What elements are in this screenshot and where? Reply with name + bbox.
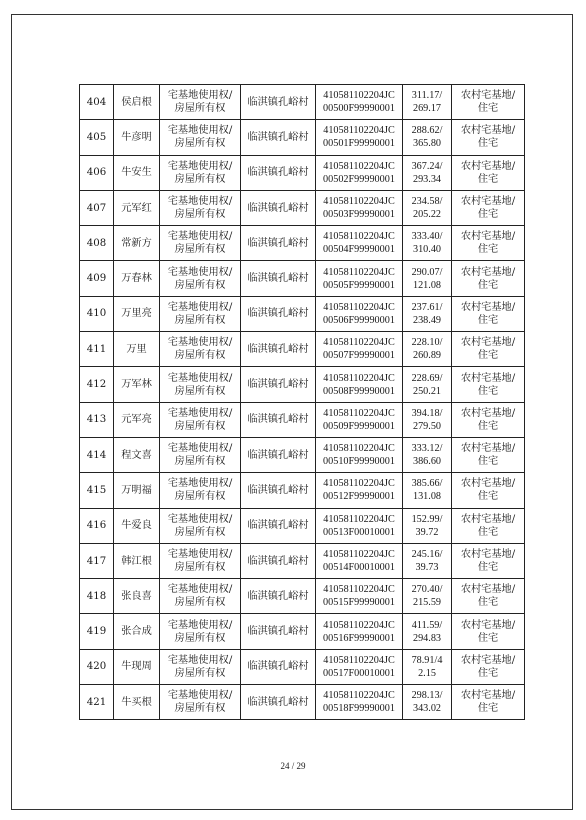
- location-cell: 临淇镇孔峪村: [241, 508, 316, 543]
- right-type-cell: [160, 508, 241, 543]
- location-cell: 临淇镇孔峪村: [241, 649, 316, 684]
- owner-name-cell: 张合成: [114, 614, 160, 649]
- unit-code-line: 410581102204JC: [323, 196, 395, 208]
- unit-code-line: 00500F99990001: [323, 103, 395, 115]
- row-number-cell: 417: [80, 543, 114, 578]
- location-cell: 临淇镇孔峪村: [241, 261, 316, 296]
- area-line: 238.49: [412, 314, 441, 326]
- location-cell: 临淇镇孔峪村: [241, 579, 316, 614]
- register-table-body: [80, 85, 525, 720]
- area-cell: [403, 543, 452, 578]
- unit-code-line: 410581102204JC: [323, 478, 395, 490]
- location-cell: 临淇镇孔峪村: [241, 332, 316, 367]
- land-use-line: 住宅: [477, 244, 499, 256]
- unit-code-cell: [316, 120, 403, 155]
- land-use-cell: [452, 261, 525, 296]
- row-number-cell: 410: [80, 296, 114, 331]
- area-line: 121.08: [412, 279, 441, 291]
- right-type-line: 宅基地使用权/: [167, 407, 233, 419]
- right-type-line: 宅基地使用权/: [167, 266, 233, 278]
- right-type-cell: [160, 579, 241, 614]
- unit-code-line: 410581102204JC: [323, 160, 395, 172]
- row-number-cell: 419: [80, 614, 114, 649]
- area-cell: [403, 155, 452, 190]
- right-type-cell: [160, 190, 241, 225]
- right-type-line: 房屋所有权: [174, 314, 226, 326]
- land-use-line: 农村宅基地/: [460, 584, 516, 596]
- location-cell: 临淇镇孔峪村: [241, 614, 316, 649]
- area-line: 78.91/4: [411, 654, 443, 666]
- land-use-cell: [452, 649, 525, 684]
- unit-code-line: 00514F00010001: [323, 562, 395, 573]
- land-use-line: 农村宅基地/: [460, 90, 516, 102]
- land-use-line: 农村宅基地/: [460, 443, 516, 455]
- land-use-line: 住宅: [477, 209, 499, 221]
- land-use-line: 农村宅基地/: [460, 690, 516, 702]
- right-type-line: 房屋所有权: [174, 173, 226, 185]
- land-use-cell: [452, 367, 525, 402]
- owner-name-cell: 侯启根: [114, 85, 160, 120]
- land-use-line: 农村宅基地/: [460, 196, 516, 208]
- land-use-line: 住宅: [477, 526, 499, 538]
- area-cell: [403, 367, 452, 402]
- unit-code-line: 410581102204JC: [323, 337, 395, 349]
- location-cell: 临淇镇孔峪村: [241, 226, 316, 261]
- land-use-line: 住宅: [477, 420, 499, 432]
- table-row: [80, 155, 525, 190]
- right-type-line: 房屋所有权: [174, 209, 226, 221]
- owner-name-cell: 牛安生: [114, 155, 160, 190]
- table-row: [80, 85, 525, 120]
- area-cell: [403, 649, 452, 684]
- unit-code-line: 00517F00010001: [323, 667, 395, 679]
- owner-name-cell: 万军林: [114, 367, 160, 402]
- page-number: 24 / 29: [280, 761, 306, 771]
- land-use-line: 住宅: [477, 632, 499, 644]
- land-use-line: 住宅: [477, 138, 499, 150]
- land-use-line: 住宅: [477, 456, 499, 468]
- area-cell: [403, 437, 452, 472]
- table-row: [80, 685, 525, 720]
- land-use-line: 农村宅基地/: [460, 549, 516, 560]
- land-use-line: 住宅: [477, 703, 499, 715]
- location-cell: 临淇镇孔峪村: [241, 120, 316, 155]
- right-type-line: 宅基地使用权/: [167, 513, 233, 525]
- right-type-cell: [160, 367, 241, 402]
- table-row: [80, 120, 525, 155]
- right-type-line: 宅基地使用权/: [167, 90, 233, 102]
- table-row: [80, 579, 525, 614]
- unit-code-line: 00515F99990001: [323, 597, 395, 609]
- owner-name-cell: 万明福: [114, 473, 160, 508]
- land-use-cell: [452, 402, 525, 437]
- land-use-line: 住宅: [477, 667, 499, 679]
- land-use-cell: [452, 614, 525, 649]
- unit-code-line: 00503F99990001: [323, 209, 395, 221]
- unit-code-cell: [316, 685, 403, 720]
- area-line: 386.60: [412, 456, 441, 468]
- owner-name-cell: 韩江根: [114, 543, 160, 578]
- right-type-line: 宅基地使用权/: [167, 654, 233, 666]
- right-type-line: 房屋所有权: [174, 350, 226, 362]
- area-line: 279.50: [412, 420, 441, 432]
- area-cell: [403, 579, 452, 614]
- right-type-cell: [160, 155, 241, 190]
- area-cell: [403, 614, 452, 649]
- right-type-line: 房屋所有权: [174, 244, 226, 256]
- right-type-cell: [160, 120, 241, 155]
- unit-code-line: 00518F99990001: [323, 703, 395, 715]
- table-row: [80, 508, 525, 543]
- row-number-cell: 405: [80, 120, 114, 155]
- land-use-line: 农村宅基地/: [460, 407, 516, 419]
- area-line: 234.58/: [411, 196, 443, 208]
- area-line: 298.13/: [411, 690, 443, 702]
- unit-code-line: 00505F99990001: [323, 279, 395, 291]
- unit-code-cell: [316, 579, 403, 614]
- unit-code-cell: [316, 85, 403, 120]
- right-type-line: 宅基地使用权/: [167, 301, 233, 313]
- land-use-cell: [452, 332, 525, 367]
- area-line: 250.21: [412, 385, 441, 397]
- area-line: 152.99/: [411, 513, 443, 525]
- land-use-cell: [452, 226, 525, 261]
- table-row: [80, 402, 525, 437]
- row-number-cell: 413: [80, 402, 114, 437]
- right-type-cell: [160, 85, 241, 120]
- right-type-line: 宅基地使用权/: [167, 584, 233, 596]
- area-cell: [403, 402, 452, 437]
- row-number-cell: 407: [80, 190, 114, 225]
- unit-code-line: 410581102204JC: [323, 549, 395, 560]
- right-type-line: 宅基地使用权/: [167, 690, 233, 702]
- unit-code-cell: [316, 367, 403, 402]
- land-use-cell: [452, 543, 525, 578]
- owner-name-cell: 牛爱良: [114, 508, 160, 543]
- location-cell: 临淇镇孔峪村: [241, 155, 316, 190]
- table-row: [80, 649, 525, 684]
- right-type-line: 房屋所有权: [174, 138, 226, 150]
- area-line: 269.17: [412, 103, 441, 115]
- right-type-line: 房屋所有权: [174, 456, 226, 468]
- row-number-cell: 412: [80, 367, 114, 402]
- right-type-line: 宅基地使用权/: [167, 619, 233, 631]
- table-row: [80, 614, 525, 649]
- land-use-line: 住宅: [477, 385, 499, 397]
- right-type-line: 宅基地使用权/: [167, 478, 233, 490]
- right-type-cell: [160, 437, 241, 472]
- land-use-cell: [452, 190, 525, 225]
- right-type-line: 宅基地使用权/: [167, 196, 233, 208]
- right-type-line: 房屋所有权: [174, 385, 226, 397]
- owner-name-cell: 常新方: [114, 226, 160, 261]
- unit-code-line: 00508F99990001: [323, 385, 395, 397]
- unit-code-line: 00512F99990001: [323, 491, 395, 503]
- land-use-line: 住宅: [477, 173, 499, 185]
- row-number-cell: 421: [80, 685, 114, 720]
- land-use-line: 农村宅基地/: [460, 619, 516, 631]
- unit-code-line: 410581102204JC: [323, 690, 395, 702]
- right-type-line: 宅基地使用权/: [167, 443, 233, 455]
- row-number-cell: 406: [80, 155, 114, 190]
- unit-code-line: 410581102204JC: [323, 231, 395, 243]
- area-line: 215.59: [412, 597, 441, 609]
- land-use-line: 住宅: [477, 279, 499, 291]
- land-use-line: 住宅: [477, 597, 499, 609]
- land-use-cell: [452, 473, 525, 508]
- unit-code-line: 410581102204JC: [323, 584, 395, 596]
- location-cell: 临淇镇孔峪村: [241, 402, 316, 437]
- right-type-line: 宅基地使用权/: [167, 337, 233, 349]
- land-use-line: 住宅: [477, 491, 499, 503]
- table-row: [80, 296, 525, 331]
- right-type-line: 房屋所有权: [174, 491, 226, 503]
- area-cell: [403, 85, 452, 120]
- land-use-line: 农村宅基地/: [460, 266, 516, 278]
- unit-code-cell: [316, 543, 403, 578]
- area-line: 367.24/: [411, 160, 443, 172]
- unit-code-cell: [316, 261, 403, 296]
- unit-code-line: 00501F99990001: [323, 138, 395, 150]
- area-cell: [403, 296, 452, 331]
- unit-code-line: 00507F99990001: [323, 350, 395, 362]
- unit-code-cell: [316, 437, 403, 472]
- area-line: 365.80: [412, 138, 441, 150]
- unit-code-line: 410581102204JC: [323, 125, 395, 137]
- area-line: 385.66/: [411, 478, 443, 490]
- right-type-line: 房屋所有权: [174, 632, 226, 644]
- unit-code-line: 410581102204JC: [323, 372, 395, 384]
- land-use-line: 农村宅基地/: [460, 337, 516, 349]
- area-line: 237.61/: [411, 301, 443, 313]
- unit-code-line: 00509F99990001: [323, 420, 395, 432]
- unit-code-line: 410581102204JC: [323, 301, 395, 313]
- right-type-cell: [160, 614, 241, 649]
- unit-code-line: 00510F99990001: [323, 456, 395, 468]
- land-use-cell: [452, 155, 525, 190]
- area-line: 2.15: [418, 667, 436, 679]
- right-type-line: 房屋所有权: [174, 103, 226, 115]
- area-line: 394.18/: [411, 407, 443, 419]
- table-row: [80, 437, 525, 472]
- owner-name-cell: 牛买根: [114, 685, 160, 720]
- right-type-line: 宅基地使用权/: [167, 125, 233, 137]
- area-cell: [403, 226, 452, 261]
- unit-code-cell: [316, 614, 403, 649]
- area-line: 260.89: [412, 350, 441, 362]
- right-type-cell: [160, 261, 241, 296]
- area-line: 228.69/: [411, 372, 443, 384]
- row-number-cell: 418: [80, 579, 114, 614]
- right-type-line: 宅基地使用权/: [167, 549, 233, 560]
- table-row: [80, 190, 525, 225]
- location-cell: 临淇镇孔峪村: [241, 85, 316, 120]
- unit-code-cell: [316, 508, 403, 543]
- owner-name-cell: 元军红: [114, 190, 160, 225]
- area-line: 333.12/: [411, 443, 443, 455]
- unit-code-line: 00502F99990001: [323, 173, 395, 185]
- unit-code-line: 410581102204JC: [323, 407, 395, 419]
- land-use-line: 农村宅基地/: [460, 125, 516, 137]
- land-use-line: 住宅: [477, 562, 499, 573]
- location-cell: 临淇镇孔峪村: [241, 296, 316, 331]
- row-number-cell: 404: [80, 85, 114, 120]
- area-line: 343.02: [412, 703, 441, 715]
- area-cell: [403, 685, 452, 720]
- area-line: 333.40/: [411, 231, 443, 243]
- unit-code-line: 410581102204JC: [323, 513, 395, 525]
- land-use-cell: [452, 685, 525, 720]
- owner-name-cell: 万里: [114, 332, 160, 367]
- unit-code-line: 00513F00010001: [323, 526, 395, 538]
- unit-code-line: 410581102204JC: [323, 443, 395, 455]
- row-number-cell: 420: [80, 649, 114, 684]
- row-number-cell: 408: [80, 226, 114, 261]
- land-use-cell: [452, 85, 525, 120]
- right-type-cell: [160, 473, 241, 508]
- right-type-cell: [160, 402, 241, 437]
- land-use-line: 住宅: [477, 314, 499, 326]
- area-line: 228.10/: [411, 337, 443, 349]
- area-line: 290.07/: [411, 266, 443, 278]
- right-type-line: 房屋所有权: [174, 703, 226, 715]
- unit-code-line: 00506F99990001: [323, 314, 395, 326]
- area-line: 293.34: [412, 173, 441, 185]
- owner-name-cell: 张良喜: [114, 579, 160, 614]
- right-type-line: 房屋所有权: [174, 420, 226, 432]
- row-number-cell: 415: [80, 473, 114, 508]
- area-line: 294.83: [412, 632, 441, 644]
- location-cell: 临淇镇孔峪村: [241, 190, 316, 225]
- right-type-line: 房屋所有权: [174, 526, 226, 538]
- owner-name-cell: 元军亮: [114, 402, 160, 437]
- unit-code-cell: [316, 155, 403, 190]
- right-type-line: 房屋所有权: [174, 562, 226, 573]
- land-use-line: 住宅: [477, 103, 499, 115]
- unit-code-line: 00504F99990001: [323, 244, 395, 256]
- right-type-line: 房屋所有权: [174, 667, 226, 679]
- location-cell: 临淇镇孔峪村: [241, 685, 316, 720]
- area-line: 288.62/: [411, 125, 443, 137]
- land-register-table: [79, 84, 525, 720]
- table-row: [80, 543, 525, 578]
- owner-name-cell: 牛现周: [114, 649, 160, 684]
- land-use-line: 农村宅基地/: [460, 513, 516, 525]
- unit-code-cell: [316, 332, 403, 367]
- row-number-cell: 409: [80, 261, 114, 296]
- right-type-cell: [160, 685, 241, 720]
- area-line: 311.17/: [411, 90, 443, 102]
- table-row: [80, 473, 525, 508]
- right-type-line: 宅基地使用权/: [167, 231, 233, 243]
- land-use-cell: [452, 508, 525, 543]
- land-use-line: 农村宅基地/: [460, 478, 516, 490]
- area-line: 270.40/: [411, 584, 443, 596]
- area-cell: [403, 508, 452, 543]
- unit-code-cell: [316, 649, 403, 684]
- area-cell: [403, 473, 452, 508]
- row-number-cell: 411: [80, 332, 114, 367]
- area-line: 39.72: [415, 526, 439, 538]
- table-row: [80, 332, 525, 367]
- land-use-line: 农村宅基地/: [460, 160, 516, 172]
- owner-name-cell: 牛彦明: [114, 120, 160, 155]
- owner-name-cell: 程文喜: [114, 437, 160, 472]
- unit-code-cell: [316, 402, 403, 437]
- right-type-cell: [160, 296, 241, 331]
- right-type-line: 宅基地使用权/: [167, 160, 233, 172]
- land-use-line: 农村宅基地/: [460, 654, 516, 666]
- owner-name-cell: 万春林: [114, 261, 160, 296]
- unit-code-line: 410581102204JC: [323, 90, 395, 102]
- land-use-cell: [452, 579, 525, 614]
- location-cell: 临淇镇孔峪村: [241, 473, 316, 508]
- area-line: 39.73: [415, 562, 439, 573]
- area-line: 205.22: [412, 209, 441, 221]
- land-use-cell: [452, 120, 525, 155]
- unit-code-line: 410581102204JC: [323, 266, 395, 278]
- land-use-line: 农村宅基地/: [460, 301, 516, 313]
- location-cell: 临淇镇孔峪村: [241, 543, 316, 578]
- land-use-cell: [452, 437, 525, 472]
- area-cell: [403, 120, 452, 155]
- area-cell: [403, 332, 452, 367]
- area-cell: [403, 190, 452, 225]
- location-cell: 临淇镇孔峪村: [241, 367, 316, 402]
- area-line: 245.16/: [411, 549, 443, 560]
- table-row: [80, 261, 525, 296]
- right-type-cell: [160, 226, 241, 261]
- table-row: [80, 367, 525, 402]
- land-use-line: 住宅: [477, 350, 499, 362]
- row-number-cell: 416: [80, 508, 114, 543]
- area-line: 411.59/: [411, 619, 443, 631]
- right-type-line: 房屋所有权: [174, 279, 226, 291]
- area-line: 131.08: [412, 491, 441, 503]
- area-line: 310.40: [412, 244, 441, 256]
- right-type-cell: [160, 649, 241, 684]
- unit-code-line: 00516F99990001: [323, 632, 395, 644]
- owner-name-cell: 万里亮: [114, 296, 160, 331]
- land-use-line: 农村宅基地/: [460, 231, 516, 243]
- table-row: [80, 226, 525, 261]
- unit-code-cell: [316, 190, 403, 225]
- unit-code-cell: [316, 473, 403, 508]
- right-type-cell: [160, 543, 241, 578]
- land-use-line: 农村宅基地/: [460, 372, 516, 384]
- unit-code-line: 410581102204JC: [323, 654, 395, 666]
- unit-code-cell: [316, 226, 403, 261]
- area-cell: [403, 261, 452, 296]
- right-type-cell: [160, 332, 241, 367]
- location-cell: 临淇镇孔峪村: [241, 437, 316, 472]
- right-type-line: 宅基地使用权/: [167, 372, 233, 384]
- right-type-line: 房屋所有权: [174, 597, 226, 609]
- land-use-cell: [452, 296, 525, 331]
- unit-code-cell: [316, 296, 403, 331]
- row-number-cell: 414: [80, 437, 114, 472]
- unit-code-line: 410581102204JC: [323, 619, 395, 631]
